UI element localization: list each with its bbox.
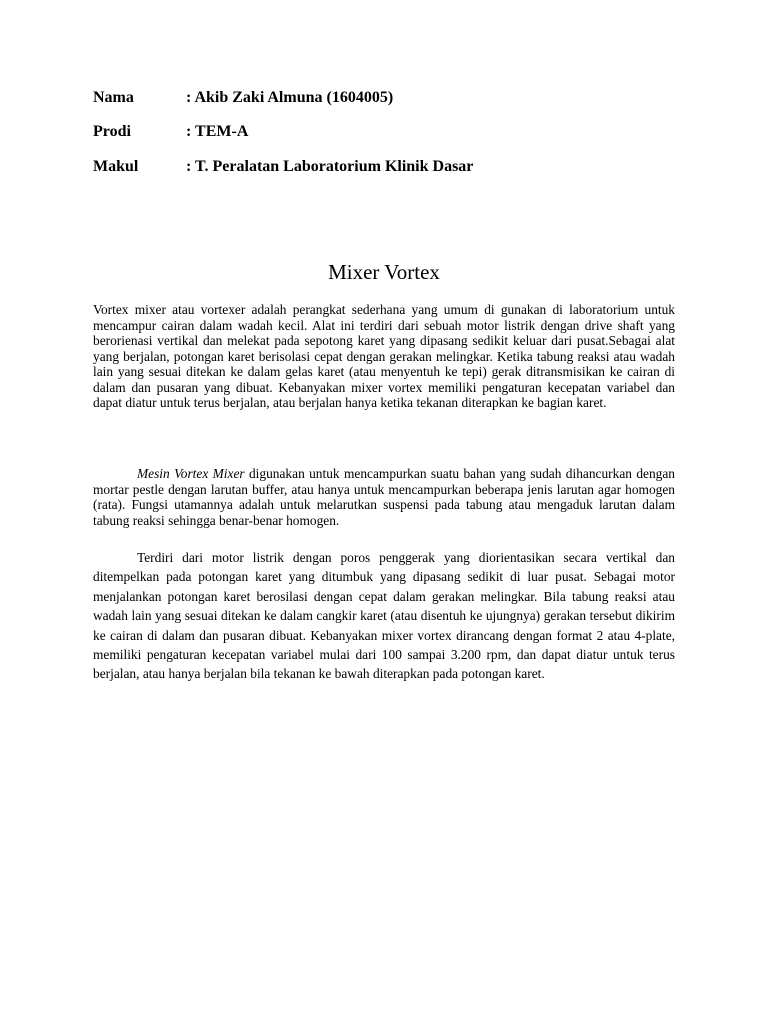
paragraph-1: Vortex mixer atau vortexer adalah perangkat sederhana yang umum di gunakan di laboratorium untuk mencampur cairan dalam wadah kecil. Alat ini terdiri dari sebuah motor listrik dengan drive shaft yang berorienasi vertikal dan melekat pada sepotong karet yang dipasang sedikit keluar dari pusat.Sebagai alat yang berjalan, potongan karet berisolasi cepat dengan gerakan melingkar. Ketika tabung reaksi atau wadah lain yang sesuai ditekan ke dalam gelas karet (atau menyentuh ke tepi) gerak ditransmisikan ke cairan di dalam dan pusaran yang dibuat. Kebanyakan mixer vortex memiliki pengaturan kecepatan variabel dan dapat diatur untuk terus berjalan, atau berjalan hanya ketika tekanan diterapkan ke bagian karet. xyxy=(93,302,675,410)
paragraph-2 xyxy=(93,466,675,528)
study-program-label: Prodi xyxy=(93,123,131,140)
document-title: Mixer Vortex xyxy=(328,260,440,284)
course-value: : T. Peralatan Laboratorium Klinik Dasar xyxy=(186,158,474,175)
name-value: : Akib Zaki Almuna (1604005) xyxy=(186,89,394,106)
course-label: Makul xyxy=(93,158,139,175)
paragraph-2-emphasis: Mesin Vortex Mixer xyxy=(137,466,245,481)
paragraph-3: Terdiri dari motor listrik dengan poros penggerak yang diorientasikan secara vertikal dan ditempelkan pada potongan karet yang ditumbuk yang dipasang sedikit di luar pusat. Sebagai motor menjalankan potongan karet berosilasi dengan cepat dalam gerakan melingkar. Bila tabung reaksi atau wadah lain yang sesuai ditekan ke dalam cangkir karet (atau disentuh ke ujungnya) gerakan tersebut dikirim ke cairan di dalam dan pusaran dibuat. Kebanyakan mixer vortex dirancang dengan format 2 atau 4-plate, memiliki pengaturan kecepatan variabel mulai dari 100 sampai 3.200 rpm, dan dapat diatur untuk terus berjalan, atau hanya berjalan bila tekanan ke bawah diterapkan pada potongan karet. xyxy=(93,550,675,682)
study-program-value: : TEM-A xyxy=(186,123,249,140)
name-label: Nama xyxy=(93,89,134,106)
paragraph-2-text: digunakan untuk mencampurkan suatu bahan yang sudah dihancurkan dengan mortar pestle dengan larutan buffer, atau hanya untuk mencampurkan beberapa jenis larutan agar homogen (rata). Fungsi utamannya adalah untuk melarutkan suspensi pada tabung atau mengaduk larutan dalam tabung reaksi sehingga benar-benar homogen. xyxy=(93,466,675,528)
